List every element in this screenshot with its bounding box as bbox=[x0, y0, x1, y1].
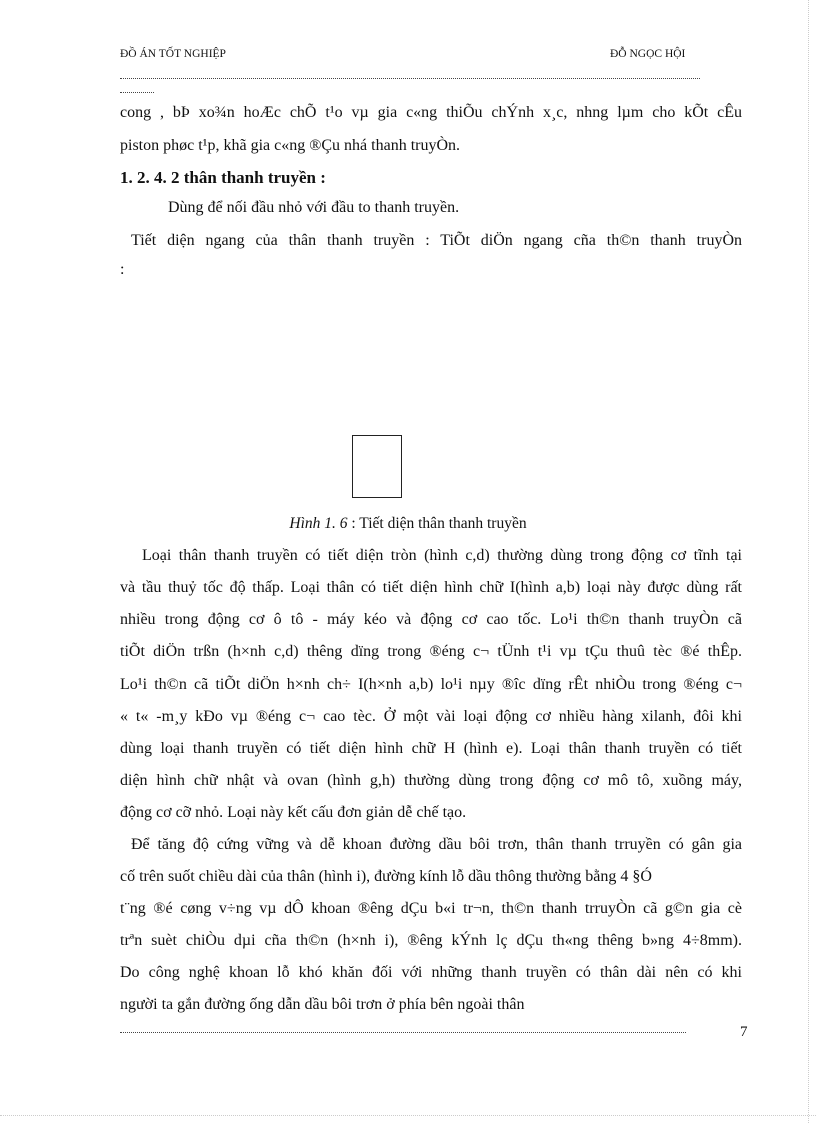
section-line: Tiết diện ngang của thân thanh truyền : TiÕt diÖn ngang cña th©n thanh truyÒn bbox=[131, 232, 742, 249]
header-divider bbox=[120, 78, 700, 79]
paragraph-line: động cơ cỡ nhỏ. Loại này kết cấu đơn giản dễ chế tạo. bbox=[120, 804, 467, 821]
paragraph-line: cố trên suốt chiều dài của thân (hình i), đường kính lỗ dầu thông thường bằng 4 §Ó bbox=[120, 868, 652, 885]
paragraph-line: tiÕt diÖn trßn (h×nh c,d) thêng dïng trong ®éng c¬ tÜnh t¹i vµ tÇu thuû tèc ®é thÊp. bbox=[120, 643, 742, 660]
paragraph-line: t¨ng ®é cøng v÷ng vµ dÔ khoan ®êng dÇu b«i tr¬n, th©n thanh trruyÒn cã g©n gia cè bbox=[120, 900, 742, 917]
header-left: ĐỒ ÁN TỐT NGHIỆP bbox=[120, 48, 226, 60]
paragraph-line: Loại thân thanh truyền có tiết diện tròn (hình c,d) thường dùng trong động cơ tĩnh tại bbox=[142, 547, 742, 564]
figure-caption-text: : Tiết diện thân thanh truyền bbox=[347, 515, 527, 532]
body-line: piston phøc t¹p, khã gia c«ng ®Çu nhá thanh truyÒn. bbox=[120, 137, 461, 154]
body-line: cong , bÞ xo¾n hoÆc chÕ t¹o vµ gia c«ng thiÕu chÝnh x¸c, nhng lµm cho kÕt cÊu bbox=[120, 104, 742, 121]
paragraph-line: Để tăng độ cứng vững và dễ khoan đường dầu bôi trơn, thân thanh trruyền có gân gia bbox=[131, 836, 742, 853]
cross-section-figure bbox=[352, 435, 402, 498]
paragraph-line: nhiều trong động cơ ô tô - máy kéo và động cơ cao tốc. Lo¹i th©n thanh truyÒn cã bbox=[120, 611, 742, 628]
paragraph-line: « t« -m¸y kÐo vµ ®éng c¬ cao tèc. Ở một vài loại động cơ nhiều hàng xilanh, đôi khi bbox=[120, 708, 742, 725]
paragraph-line: trªn suèt chiÒu dµi cña th©n (h×nh i), ®êng kÝnh lç dÇu th«ng thêng b»ng 4÷8mm). bbox=[120, 932, 742, 949]
section-colon: : bbox=[120, 261, 125, 278]
section-heading: 1. 2. 4. 2 thân thanh truyền : bbox=[120, 168, 326, 187]
paragraph-line: Lo¹i th©n cã tiÕt diÖn h×nh ch÷ I(h×nh a,b) lo¹i nµy ®îc dïng rÊt nhiÒu trong ®éng c¬ bbox=[120, 676, 742, 693]
paragraph-line: người ta gắn đường ống dẫn dầu bôi trơn ở phía bên ngoài thân bbox=[120, 996, 525, 1013]
figure-caption bbox=[0, 515, 816, 533]
paragraph-line: Do công nghệ khoan lỗ khó khăn đối với những thanh truyền có thân dài nên có khi bbox=[120, 964, 742, 981]
intro-line: Dùng để nối đầu nhỏ với đầu to thanh truyền. bbox=[168, 199, 460, 216]
paragraph-line: diện hình chữ nhật và ovan (hình g,h) thường dùng trong động cơ mô tô, xuồng máy, bbox=[120, 772, 742, 789]
footer-divider bbox=[120, 1032, 686, 1033]
paragraph-line: dùng loại thanh truyền có tiết diện hình chữ H (hình e). Loại thân thanh truyền có tiết bbox=[120, 740, 742, 757]
page-number: 7 bbox=[740, 1024, 748, 1040]
header-divider-tail bbox=[120, 92, 154, 93]
paragraph-line: và tầu thuỷ tốc độ thấp. Loại thân có tiết diện hình chữ I(hình a,b) loại này được dùng rất bbox=[120, 579, 742, 596]
page-edge-right bbox=[808, 0, 809, 1123]
figure-label: Hình 1. 6 bbox=[289, 515, 348, 532]
header-right: ĐỖ NGỌC HỘI bbox=[610, 48, 686, 60]
page-edge-bottom bbox=[0, 1115, 816, 1116]
